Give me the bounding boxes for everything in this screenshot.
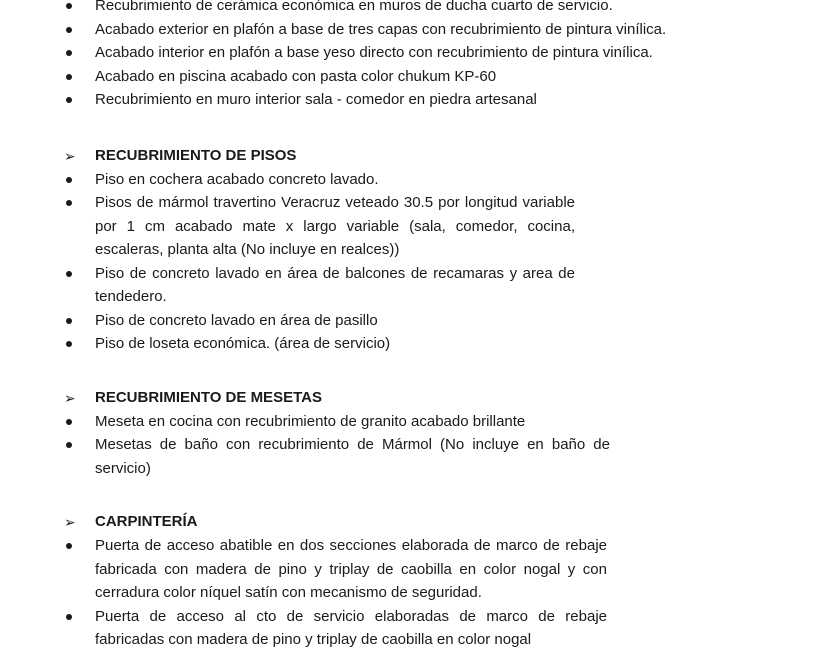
section-heading-text: RECUBRIMIENTO DE PISOS (95, 146, 297, 164)
section-heading-carpinteria (0, 510, 840, 534)
list-item: Puerta de acceso abatible en dos secciones elaborada de marco de rebaje fabricada con madera de pino y triplay de caobilla en color nogal y con cerradura color níquel satín con mecanismo de seguridad. (0, 534, 607, 605)
list-item: Acabado en piscina acabado con pasta color chukum KP-60 (0, 65, 840, 89)
list-item: Recubrimiento de cerámica económica en muros de ducha cuarto de servicio. (0, 0, 840, 18)
carpinteria-list (0, 534, 840, 652)
list-item: Piso de concreto lavado en área de pasillo (0, 309, 575, 333)
mesetas-list (0, 410, 610, 481)
section-heading-text: CARPINTERÍA (95, 513, 198, 530)
arrow-bullet-icon: ➢ (64, 514, 76, 530)
section-heading-text: RECUBRIMIENTO DE MESETAS (95, 388, 322, 406)
section-heading-pisos (0, 144, 840, 168)
list-item: Meseta en cocina con recubrimiento de granito acabado brillante (0, 410, 610, 434)
list-item: Piso en cochera acabado concreto lavado. (0, 168, 575, 192)
arrow-bullet-icon: ➢ (64, 147, 76, 164)
list-item: Recubrimiento en muro interior sala - comedor en piedra artesanal (0, 88, 840, 112)
pisos-list (0, 168, 840, 356)
arrow-bullet-icon: ➢ (64, 389, 76, 406)
section-heading-mesetas (0, 386, 840, 410)
finishes-list (0, 0, 840, 112)
list-item: Piso de concreto lavado en área de balcones de recamaras y area de tendedero. (0, 262, 575, 309)
list-item: Acabado exterior en plafón a base de tres capas con recubrimiento de pintura vinílica. (0, 18, 840, 42)
list-item: Acabado interior en plafón a base yeso directo con recubrimiento de pintura vinílica. (0, 41, 840, 65)
list-item: Puerta de acceso al cto de servicio elaboradas de marco de rebaje fabricadas con madera de pino y triplay de caobilla en color nogal (0, 605, 607, 652)
list-item: Pisos de mármol travertino Veracruz veteado 30.5 por longitud variable por 1 cm acabado mate x largo variable (sala, comedor, cocina, escaleras, planta alta (No incluye en realces)) (0, 191, 575, 262)
list-item: Piso de loseta económica. (área de servicio) (0, 332, 575, 356)
list-item: Mesetas de baño con recubrimiento de Mármol (No incluye en baño de servicio) (0, 433, 610, 480)
